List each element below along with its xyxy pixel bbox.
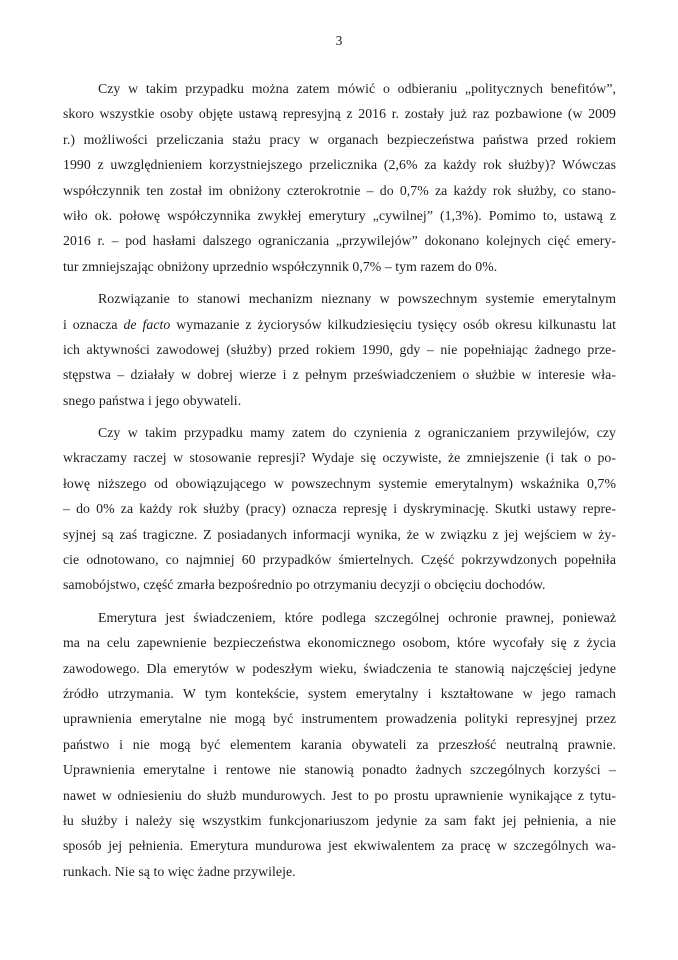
text-segment: Uprawnienia emerytalne i rentowe nie stanowią ponadto żadnych szczególnych korzyści –: [63, 762, 616, 778]
text-segment: Czy w takim przypadku mamy zatem do czynienia z ograniczaniem przywilejów, czy: [98, 425, 616, 441]
text-line: [63, 471, 616, 496]
text-segment: snego państwa i jego obywateli.: [63, 392, 242, 408]
text-segment: runkach. Nie są to więc żadne przywileje.: [63, 863, 296, 879]
text-segment: – do 0% za każdy rok służby (pracy) oznacza represję i dyskryminację. Skutki ustawy repre-: [63, 501, 616, 517]
text-line: [63, 706, 616, 731]
text-line: [63, 833, 616, 858]
text-line: [63, 547, 616, 572]
text-segment: sposób jej pełnienia. Emerytura mundurowa jest ekwiwalentem za pracę w szczególnych wa-: [63, 838, 616, 854]
text-segment: ich aktywności zawodowej (służby) przed rokiem 1990, gdy – nie popełniając żadnego prze-: [63, 341, 616, 357]
text-segment: 2016 r. – pod hasłami dalszego ograniczania „przywilejów” dokonano kolejnych cięć emery-: [63, 233, 616, 249]
text-segment: łu służby i należy się wszystkim funkcjonariuszom jedynie za sam fakt jej pełnienia, a nie: [63, 812, 616, 828]
text-segment: wymazanie z życiorysów kilkudziesięciu tysięcy osób okresu kilkunastu lat: [170, 316, 617, 332]
text-line: [63, 496, 616, 521]
text-segment: skoro wszystkie osoby objęte ustawą represyjną z 2016 r. zostały już raz pozbawione (w 2009: [63, 106, 616, 122]
text-line: [63, 757, 616, 782]
text-segment: samobójstwo, część zmarła bezpośrednio po otrzymaniu decyzji o obcięciu dochodów.: [63, 577, 546, 593]
text-line: [63, 732, 616, 757]
text-segment: syjnej są zaś tragiczne. Z posiadanych informacji wynika, że w związku z jej wejściem w ży-: [63, 526, 616, 542]
text-segment: ma na celu zapewnienie bezpieczeństwa ekonomicznego osobom, które wycofały się z życia: [63, 635, 616, 651]
text-segment: źródło utrzymania. W tym kontekście, system emerytalny i kształtowane w jego ramach: [63, 685, 616, 701]
text-line: [63, 337, 616, 362]
text-line: [63, 127, 616, 152]
text-line: [63, 783, 616, 808]
text-line: [63, 362, 616, 387]
text-line: [63, 656, 616, 681]
paragraph: [63, 420, 616, 598]
text-line: [63, 445, 616, 470]
text-line: [63, 522, 616, 547]
text-segment: i oznacza: [63, 316, 124, 332]
text-segment: tur zmniejszając obniżony uprzednio współczynnik 0,7% – tym razem do 0%.: [63, 258, 498, 274]
text-line: [63, 254, 616, 279]
text-line: [63, 178, 616, 203]
text-segment: współczynnik ten został im obniżony czterokrotnie – do 0,7% za każdy rok służby, co stano-: [63, 182, 616, 198]
paragraph: [63, 605, 616, 884]
text-segment: nawet w odniesieniu do służb mundurowych. Jest to po prostu uprawnienie wynikające z tytu-: [63, 787, 616, 803]
text-line: [63, 681, 616, 706]
text-line: [63, 203, 616, 228]
text-segment: państwo i nie mogą być elementem karania obywateli za przeszłość neutralną prawnie.: [63, 736, 616, 752]
text-segment: Emerytura jest świadczeniem, które podlega szczególnej ochronie prawnej, ponieważ: [98, 609, 616, 625]
text-segment: zawodowego. Dla emerytów w podeszłym wieku, świadczenia te stanowią najczęściej jedyne: [63, 660, 616, 676]
page-number: 3: [335, 33, 343, 48]
text-segment: łowę niższego od obowiązującego w powszechnym systemie emerytalnym) wskaźnika 0,7%: [63, 475, 616, 491]
text-line: [63, 630, 616, 655]
text-segment: r.) możliwości przeliczania stażu pracy w organach bezpieczeństwa państwa przed rokiem: [63, 131, 616, 147]
text-line: [63, 572, 616, 597]
text-segment: uprawnienia emerytalne nie mogą być instrumentem prowadzenia polityki represyjnej przez: [63, 711, 616, 727]
text-line: [63, 388, 616, 413]
text-line: [63, 101, 616, 126]
text-line: [63, 228, 616, 253]
text-segment: Czy w takim przypadku można zatem mówić o odbieraniu „politycznych benefitów”,: [98, 81, 616, 96]
paragraph: [63, 286, 616, 413]
text-segment: stępstwa – działały w dobrej wierze i z pełnym przeświadczeniem o służbie w interesie wła-: [63, 367, 616, 383]
text-segment: wkraczamy raczej w stosowanie represji? Wydaje się oczywiste, że zmniejszenie (i tak o po-: [63, 450, 616, 466]
text-segment: 1990 z uwzględnieniem korzystniejszego przelicznika (2,6% za każdy rok służby)? Wówczas: [63, 157, 616, 173]
text-line: [63, 312, 616, 337]
paragraph: [63, 76, 616, 279]
text-segment: wiło ok. połowę współczynnika zwykłej emerytury „cywilnej” (1,3%). Pomimo to, ustawą z: [63, 207, 616, 223]
text-line: [63, 76, 616, 101]
text-segment: de facto: [123, 316, 171, 332]
text-segment: Rozwiązanie to stanowi mechanizm nieznany w powszechnym systemie emerytalnym: [98, 291, 616, 307]
text-line: [63, 152, 616, 177]
document-body: [63, 76, 616, 884]
text-line: [63, 286, 616, 311]
text-line: [63, 420, 616, 445]
text-line: [63, 859, 616, 884]
text-line: [63, 808, 616, 833]
text-line: [63, 605, 616, 630]
text-segment: cie odnotowano, co najmniej 60 przypadków śmiertelnych. Część pokrzywdzonych popełniła: [63, 552, 616, 568]
